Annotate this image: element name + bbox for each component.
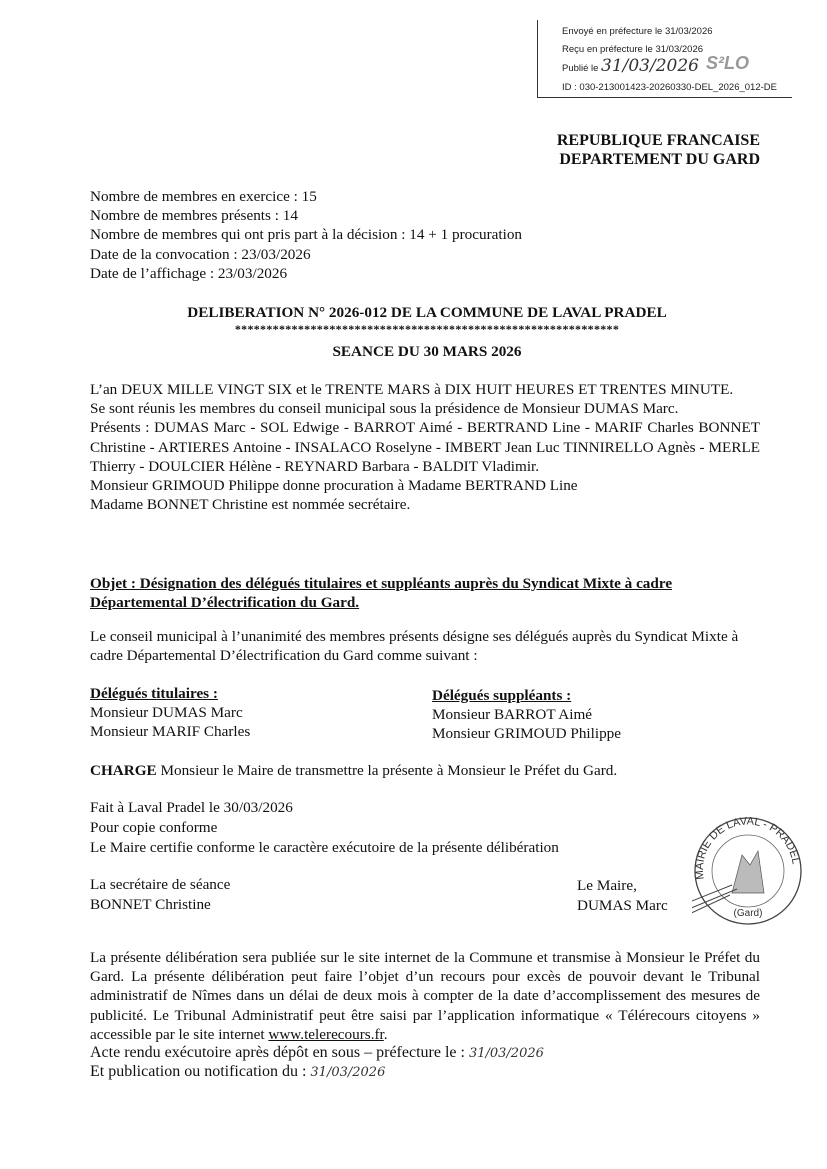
deliberation-title: DELIBERATION N° 2026-012 DE LA COMMUNE DE LAVAL PRADEL: [187, 304, 667, 321]
mairie-seal: [692, 815, 804, 927]
objet: Objet : Désignation des délégués titulaires et suppléants auprès du Syndicat Mixte à cadre Départemental D’électrification du Gard.: [90, 575, 673, 612]
stamp-publie-label: Publié le: [562, 63, 599, 74]
fait-line: Pour copie conforme: [90, 818, 218, 836]
suppleant-member: Monsieur BARROT Aimé: [432, 706, 593, 724]
secretaire-name: BONNET Christine: [90, 895, 211, 913]
suppleants-block: [432, 686, 621, 744]
charge-line: [90, 762, 617, 780]
stamp-recu: Reçu en préfecture le 31/03/2026: [562, 44, 704, 55]
maire-name: DUMAS Marc: [577, 896, 668, 914]
secretaire-signature: [90, 875, 230, 914]
intro-reunis: Se sont réunis les membres du conseil municipal sous la présidence de Monsieur DUMAS Marc.: [90, 400, 679, 418]
publication-label: Et publication ou notification du :: [90, 1063, 307, 1080]
publication-date: 31/03/2026: [310, 1065, 386, 1080]
stamp-envoye: Envoyé en préfecture le 31/03/2026: [562, 26, 713, 37]
titulaires-heading: Délégués titulaires :: [90, 685, 218, 702]
footer-legal: [90, 948, 760, 1044]
count-line: Nombre de membres présents : 14: [90, 207, 298, 225]
header-republique: REPUBLIQUE FRANCAISE: [556, 132, 760, 149]
prefecture-stamp: [537, 20, 792, 98]
counts-block: [90, 187, 522, 283]
charge-bold: CHARGE: [90, 762, 157, 779]
secretaire-label: La secrétaire de séance: [90, 876, 231, 893]
executoire-date: 31/03/2026: [468, 1046, 544, 1061]
titulaires-block: [90, 684, 250, 742]
intro-presents: Présents : DUMAS Marc - SOL Edwige - BARROT Aimé - BERTRAND Line - MARIF Charles BONNET Christine - ARTIERES Antoine - INSALACO Roselyne - IMBERT Jean Luc TINNIRELLO Agnès - MERLE Thierry - DOULCIER Hélène - REYNARD Barbara - BALDIT Vladimir.: [90, 419, 760, 475]
fait-line: Fait à Laval Pradel le 30/03/2026: [90, 799, 293, 816]
stamp-publie-date: 31/03/2026: [601, 56, 699, 76]
svg-text:(Gard): (Gard): [733, 908, 763, 919]
decision-text: Le conseil municipal à l’unanimité des membres présents désigne ses délégués auprès du Syndicat Mixte à cadre Départemental D’électrification du Gard comme suivant :: [90, 628, 739, 665]
maire-label: Le Maire,: [577, 877, 637, 894]
svg-text:MAIRIE DE LAVAL - PRADEL: MAIRIE DE LAVAL - PRADEL: [693, 815, 802, 881]
seance-title: SEANCE DU 30 MARS 2026: [332, 343, 522, 360]
publication-line: [90, 1063, 385, 1081]
footer-text: La présente délibération sera publiée sur le site internet de la Commune et transmise à Monsieur le Préfet du Gard. La présente délibération peut faire l’objet d’un recours pour excès de pouvoir devant le Tribunal administratif de Nîmes dans un délai de deux mois à compter de la date d’accomplissement des mesures de publicité. Le Tribunal Administratif peut être saisi par l’application informatique « Télérecours citoyens » accessible par le site internet: [90, 949, 760, 1043]
fait-line: Le Maire certifie conforme le caractère exécutoire de la présente délibération: [90, 838, 559, 856]
titulaire-member: Monsieur DUMAS Marc: [90, 704, 243, 722]
suppleants-heading: Délégués suppléants :: [432, 687, 572, 704]
maire-signature: [577, 876, 668, 915]
fait-block: [90, 798, 559, 857]
intro-opening: L’an DEUX MILLE VINGT SIX et le TRENTE MARS à DIX HUIT HEURES ET TRENTES MINUTE.: [90, 381, 734, 398]
titulaire-member: Monsieur MARIF Charles: [90, 723, 251, 741]
executoire-label: Acte rendu exécutoire après dépôt en sous – préfecture le :: [90, 1044, 465, 1061]
intro-secretaire: Madame BONNET Christine est nommée secrétaire.: [90, 496, 411, 514]
charge-rest: Monsieur le Maire de transmettre la présente à Monsieur le Préfet du Gard.: [156, 762, 618, 779]
intro-block: [90, 380, 760, 514]
header-departement: DEPARTEMENT DU GARD: [559, 151, 760, 168]
stamp-id: ID : 030-213001423-20260330-DEL_2026_012-DE: [562, 82, 777, 93]
footer-period: .: [383, 1025, 388, 1043]
telerecours-link[interactable]: www.telerecours.fr: [268, 1025, 384, 1043]
executoire-line: [90, 1044, 544, 1062]
count-line: Date de la convocation : 23/03/2026: [90, 245, 311, 263]
slo-logo: S²LO: [706, 53, 749, 73]
separator-stars: *************************************************************: [234, 322, 620, 336]
count-line: Nombre de membres en exercice : 15: [90, 188, 317, 205]
intro-procuration: Monsieur GRIMOUD Philippe donne procuration à Madame BERTRAND Line: [90, 477, 578, 495]
suppleant-member: Monsieur GRIMOUD Philippe: [432, 725, 621, 743]
count-line: Nombre de membres qui ont pris part à la décision : 14 + 1 procuration: [90, 226, 523, 244]
count-line: Date de l’affichage : 23/03/2026: [90, 264, 288, 282]
